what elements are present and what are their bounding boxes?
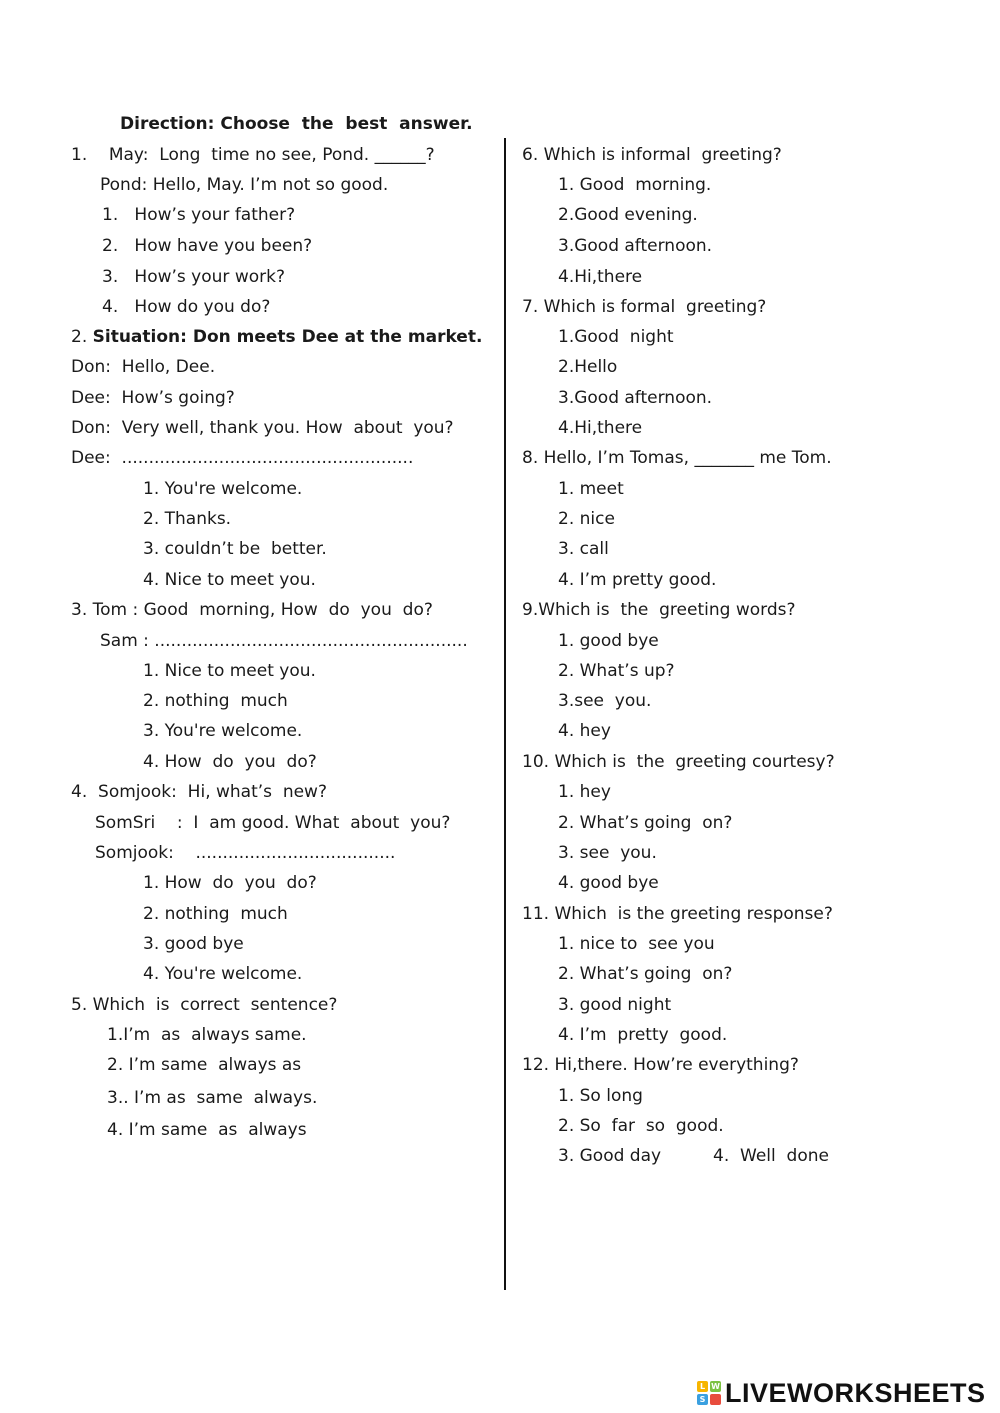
q11-option-3[interactable]: 3. good night bbox=[558, 995, 672, 1015]
q4-option-2[interactable]: 2. nothing much bbox=[143, 904, 288, 924]
q6-option-3[interactable]: 3.Good afternoon. bbox=[558, 236, 713, 256]
q10-question: 10. Which is the greeting courtesy? bbox=[522, 752, 835, 772]
q2-option-4[interactable]: 4. Nice to meet you. bbox=[143, 570, 316, 590]
q8-option-3[interactable]: 3. call bbox=[558, 539, 609, 559]
q11-option-2[interactable]: 2. What’s going on? bbox=[558, 964, 733, 984]
q10-option-2[interactable]: 2. What’s going on? bbox=[558, 813, 733, 833]
q1-option-4[interactable]: 4. How do you do? bbox=[102, 297, 271, 317]
q2-situation-text: Situation: Don meets Dee at the market. bbox=[92, 327, 483, 347]
q9-option-3[interactable]: 3.see you. bbox=[558, 691, 652, 711]
q5-question: 5. Which is correct sentence? bbox=[71, 995, 338, 1015]
q10-option-1[interactable]: 1. hey bbox=[558, 782, 611, 802]
q3-line2: Sam : .......................................................... bbox=[100, 631, 468, 651]
q11-option-4[interactable]: 4. I’m pretty good. bbox=[558, 1025, 728, 1045]
q12-question: 12. Hi,there. How’re everything? bbox=[522, 1055, 799, 1075]
q9-question: 9.Which is the greeting words? bbox=[522, 600, 796, 620]
q9-option-2[interactable]: 2. What’s up? bbox=[558, 661, 675, 681]
q2-number: 2. bbox=[71, 327, 93, 347]
q11-question: 11. Which is the greeting response? bbox=[522, 904, 833, 924]
q4-line3: Somjook: ..................................... bbox=[95, 843, 396, 863]
q12-option-2[interactable]: 2. So far so good. bbox=[558, 1116, 724, 1136]
q8-option-1[interactable]: 1. meet bbox=[558, 479, 624, 499]
q4-option-4[interactable]: 4. You're welcome. bbox=[143, 964, 303, 984]
q2-dialog-line-1: Don: Hello, Dee. bbox=[71, 357, 216, 377]
q7-option-4[interactable]: 4.Hi,there bbox=[558, 418, 643, 438]
logo-square-4 bbox=[710, 1394, 721, 1405]
q8-question: 8. Hello, I’m Tomas, _______ me Tom. bbox=[522, 448, 832, 468]
q2-option-3[interactable]: 3. couldn’t be better. bbox=[143, 539, 327, 559]
q12-option-4[interactable]: 4. Well done bbox=[713, 1146, 829, 1166]
q6-option-1[interactable]: 1. Good morning. bbox=[558, 175, 712, 195]
q4-option-1[interactable]: 1. How do you do? bbox=[143, 873, 317, 893]
q2-dialog-line-4: Dee: ...................................................... bbox=[71, 448, 414, 468]
q1-option-1[interactable]: 1. How’s your father? bbox=[102, 205, 296, 225]
q6-option-4[interactable]: 4.Hi,there bbox=[558, 267, 643, 287]
logo-square-1: L bbox=[697, 1381, 708, 1392]
direction-heading: Direction: Choose the best answer. bbox=[120, 114, 473, 134]
q7-option-2[interactable]: 2.Hello bbox=[558, 357, 618, 377]
q4-option-3[interactable]: 3. good bye bbox=[143, 934, 244, 954]
q3-option-3[interactable]: 3. You're welcome. bbox=[143, 721, 303, 741]
logo-square-2: W bbox=[711, 1382, 720, 1391]
q3-option-2[interactable]: 2. nothing much bbox=[143, 691, 288, 711]
q6-option-2[interactable]: 2.Good evening. bbox=[558, 205, 698, 225]
q7-option-1[interactable]: 1.Good night bbox=[558, 327, 674, 347]
q3-option-1[interactable]: 1. Nice to meet you. bbox=[143, 661, 316, 681]
q3-line1: 3. Tom : Good morning, How do you do? bbox=[71, 600, 433, 620]
logo-square-3: S bbox=[697, 1394, 708, 1405]
q11-option-1[interactable]: 1. nice to see you bbox=[558, 934, 715, 954]
q2-option-2[interactable]: 2. Thanks. bbox=[143, 509, 232, 529]
q2-dialog-line-2: Dee: How’s going? bbox=[71, 388, 235, 408]
q8-option-2[interactable]: 2. nice bbox=[558, 509, 615, 529]
q5-option-3[interactable]: 3.. I’m as same always. bbox=[107, 1088, 318, 1108]
logo-mark-icon bbox=[697, 1381, 721, 1405]
q1-option-3[interactable]: 3. How’s your work? bbox=[102, 267, 285, 287]
q2-option-1[interactable]: 1. You're welcome. bbox=[143, 479, 303, 499]
q9-option-1[interactable]: 1. good bye bbox=[558, 631, 659, 651]
q6-question: 6. Which is informal greeting? bbox=[522, 145, 782, 165]
q2-situation bbox=[71, 327, 482, 347]
q4-line1: 4. Somjook: Hi, what’s new? bbox=[71, 782, 327, 802]
q1-line2: Pond: Hello, May. I’m not so good. bbox=[100, 175, 389, 195]
q9-option-4[interactable]: 4. hey bbox=[558, 721, 611, 741]
q7-question: 7. Which is formal greeting? bbox=[522, 297, 767, 317]
logo-text: LIVEWORKSHEETS bbox=[725, 1377, 986, 1408]
q4-line2: SomSri : I am good. What about you? bbox=[95, 813, 451, 833]
column-divider bbox=[504, 138, 506, 1290]
q8-option-4[interactable]: 4. I’m pretty good. bbox=[558, 570, 717, 590]
q10-option-4[interactable]: 4. good bye bbox=[558, 873, 659, 893]
q2-dialog-line-3: Don: Very well, thank you. How about you? bbox=[71, 418, 454, 438]
q1-option-2[interactable]: 2. How have you been? bbox=[102, 236, 313, 256]
q5-option-1[interactable]: 1.I’m as always same. bbox=[107, 1025, 307, 1045]
q1-line1: 1. May: Long time no see, Pond. ______? bbox=[71, 145, 435, 165]
q3-option-4[interactable]: 4. How do you do? bbox=[143, 752, 317, 772]
q5-option-2[interactable]: 2. I’m same always as bbox=[107, 1055, 302, 1075]
q5-option-4[interactable]: 4. I’m same as always bbox=[107, 1120, 307, 1140]
q7-option-3[interactable]: 3.Good afternoon. bbox=[558, 388, 713, 408]
liveworksheets-logo[interactable] bbox=[697, 1376, 986, 1410]
q12-option-3[interactable]: 3. Good day bbox=[558, 1146, 662, 1166]
q10-option-3[interactable]: 3. see you. bbox=[558, 843, 657, 863]
q12-option-1[interactable]: 1. So long bbox=[558, 1086, 643, 1106]
